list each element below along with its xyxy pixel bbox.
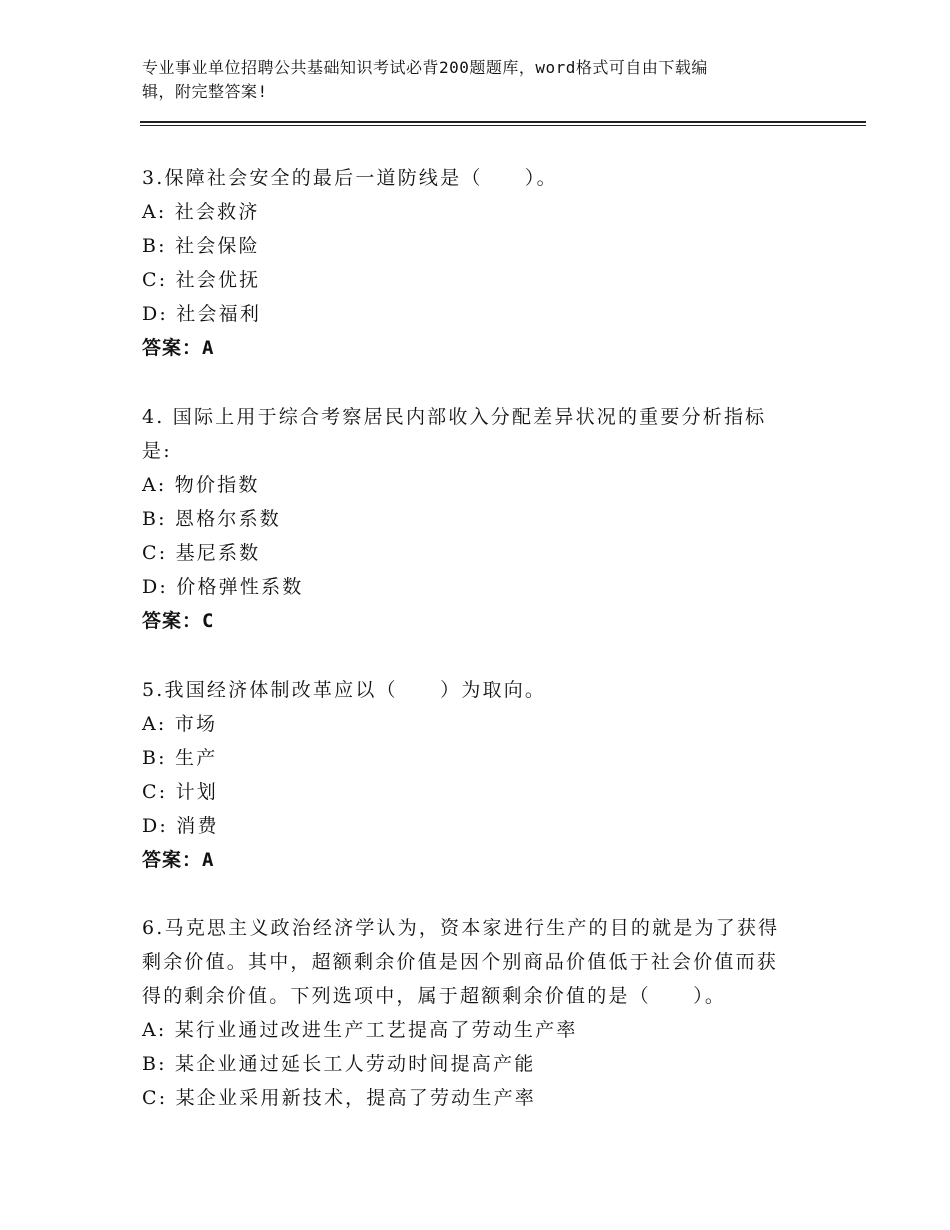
answer-line: [142, 843, 802, 877]
option-b: B: 社会保险: [142, 235, 260, 257]
option-c: C: 计划: [142, 781, 218, 803]
option-c: C: 某企业采用新技术，提高了劳动生产率: [142, 1087, 536, 1109]
answer-label: 答案：: [142, 337, 203, 359]
document-header: [142, 56, 802, 104]
answer-label: 答案：: [142, 849, 203, 871]
option-a: A: 市场: [142, 713, 218, 735]
answer-value: A: [202, 849, 215, 871]
question-3: [142, 161, 802, 365]
option-d: D: 消费: [142, 815, 219, 837]
question-stem-line-1: 6.马克思主义政治经济学认为，资本家进行生产的目的就是为了获得: [142, 917, 780, 939]
header-line-2: 辑，附完整答案!: [142, 82, 268, 101]
option-b: B: 生产: [142, 747, 218, 769]
header-divider-thick: [140, 121, 866, 123]
answer-label: 答案：: [142, 610, 203, 632]
answer-line: [142, 331, 802, 365]
option-b: B: 某企业通过延长工人劳动时间提高产能: [142, 1053, 536, 1075]
question-6: [142, 911, 802, 1115]
question-stem-line-1: 4. 国际上用于综合考察居民内部收入分配差异状况的重要分析指标: [142, 406, 767, 428]
answer-value: A: [202, 337, 215, 359]
question-stem: 3.保障社会安全的最后一道防线是（ ）。: [142, 167, 558, 189]
option-a: A: 社会救济: [142, 201, 260, 223]
question-stem-line-3: 得的剩余价值。下列选项中，属于超额剩余价值的是（ ）。: [142, 985, 727, 1007]
header-line-1: 专业事业单位招聘公共基础知识考试必背200题题库，word格式可自由下载编: [142, 58, 708, 77]
option-b: B: 恩格尔系数: [142, 508, 282, 530]
question-stem-line-2: 剩余价值。其中，超额剩余价值是因个别商品价值低于社会价值而获: [142, 951, 779, 973]
question-4: [142, 400, 802, 638]
option-d: D: 社会福利: [142, 303, 262, 325]
option-c: C: 社会优抚: [142, 269, 261, 291]
option-d: D: 价格弹性系数: [142, 576, 304, 598]
answer-value: C: [202, 610, 215, 632]
header-divider-thin: [140, 125, 866, 126]
question-5: [142, 673, 802, 877]
question-stem-line-2: 是:: [142, 440, 172, 462]
option-c: C: 基尼系数: [142, 542, 261, 564]
option-a: A: 某行业通过改进生产工艺提高了劳动生产率: [142, 1019, 578, 1041]
option-a: A: 物价指数: [142, 474, 260, 496]
answer-line: [142, 604, 802, 638]
question-stem: 5.我国经济体制改革应以（ ）为取向。: [142, 679, 547, 701]
